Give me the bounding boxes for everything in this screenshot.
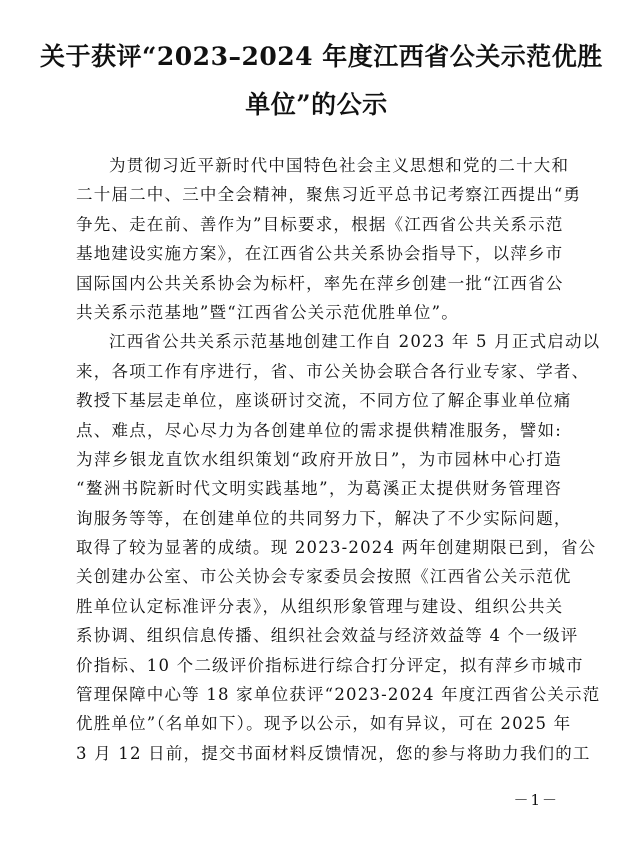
paragraph-2-line: 优胜单位”（名单如下）。现予以公示，如有异议，可在 2025 年 xyxy=(76,714,572,734)
document-title-line-2: 单位”的公示 xyxy=(245,90,388,119)
paragraph-2-line: 管理保障中心等 18 家单位获评“2023-2024 年度江西省公关示范 xyxy=(76,685,601,705)
paragraph-1-line: 为贯彻习近平新时代中国特色社会主义思想和党的二十大和 xyxy=(109,156,570,175)
paragraph-1-line: 国际国内公共关系协会为标杆，率先在萍乡创建一批“江西省公 xyxy=(76,273,564,293)
paragraph-2-line: 教授下基层走单位，座谈研讨交流，不同方位了解企事业单位痛 xyxy=(76,391,572,411)
page-number: －1－ xyxy=(513,791,559,809)
paragraph-2-line: 询服务等等，在创建单位的共同努力下，解决了不少实际问题， xyxy=(76,508,572,528)
paragraph-1-line: 基地建设实施方案》，在江西省公共关系协会指导下，以萍乡市 xyxy=(76,244,564,264)
document-title-line-1: 关于获评“2023–2024 年度江西省公关示范优胜 xyxy=(40,42,603,71)
paragraph-2-line: 胜单位认定标准评分表》，从组织形象管理与建设、组织公共关 xyxy=(76,596,564,616)
paragraph-2-line: 江西省公共关系示范基地创建工作自 2023 年 5 月正式启动以 xyxy=(109,332,601,352)
paragraph-2-line: 点、难点，尽心尽力为各创建单位的需求提供精准服务，譬如: xyxy=(76,420,562,440)
document-body xyxy=(76,151,601,768)
paragraph-2-line: 取得了较为显著的成绩。现 2023-2024 两年创建期限已到，省公 xyxy=(76,538,597,558)
paragraph-2-line: 来，各项工作有序进行，省、市公关协会联合各行业专家、学者、 xyxy=(76,361,590,381)
paragraph-1-line: 二十届二中、三中全会精神，聚焦习近平总书记考察江西提出“勇 xyxy=(76,185,582,205)
paragraph-2-line: 系协调、组织信息传播、组织社会效益与经济效益等 4 个一级评 xyxy=(76,626,579,646)
paragraph-2-line: 价指标、10 个二级评价指标进行综合打分评定，拟有萍乡市城市 xyxy=(76,655,584,675)
paragraph-1-line: 共关系示范基地”暨“江西省公关示范优胜单位”。 xyxy=(76,302,459,322)
paragraph-1-line: 争先、走在前、善作为”目标要求，根据《江西省公共关系示范 xyxy=(76,214,564,234)
paragraph-2-line: 为萍乡银龙直饮水组织策划“政府开放日”，为市园林中心打造 xyxy=(76,449,562,469)
paragraph-2-line: 关创建办公室、市公关协会专家委员会按照《江西省公关示范优 xyxy=(76,567,572,587)
paragraph-2-line: 3 月 12 日前，提交书面材料反馈情况，您的参与将助力我们的工 xyxy=(76,743,591,763)
paragraph-2-line: “鳌洲书院新时代文明实践基地”，为葛溪正太提供财务管理咨 xyxy=(76,479,562,499)
